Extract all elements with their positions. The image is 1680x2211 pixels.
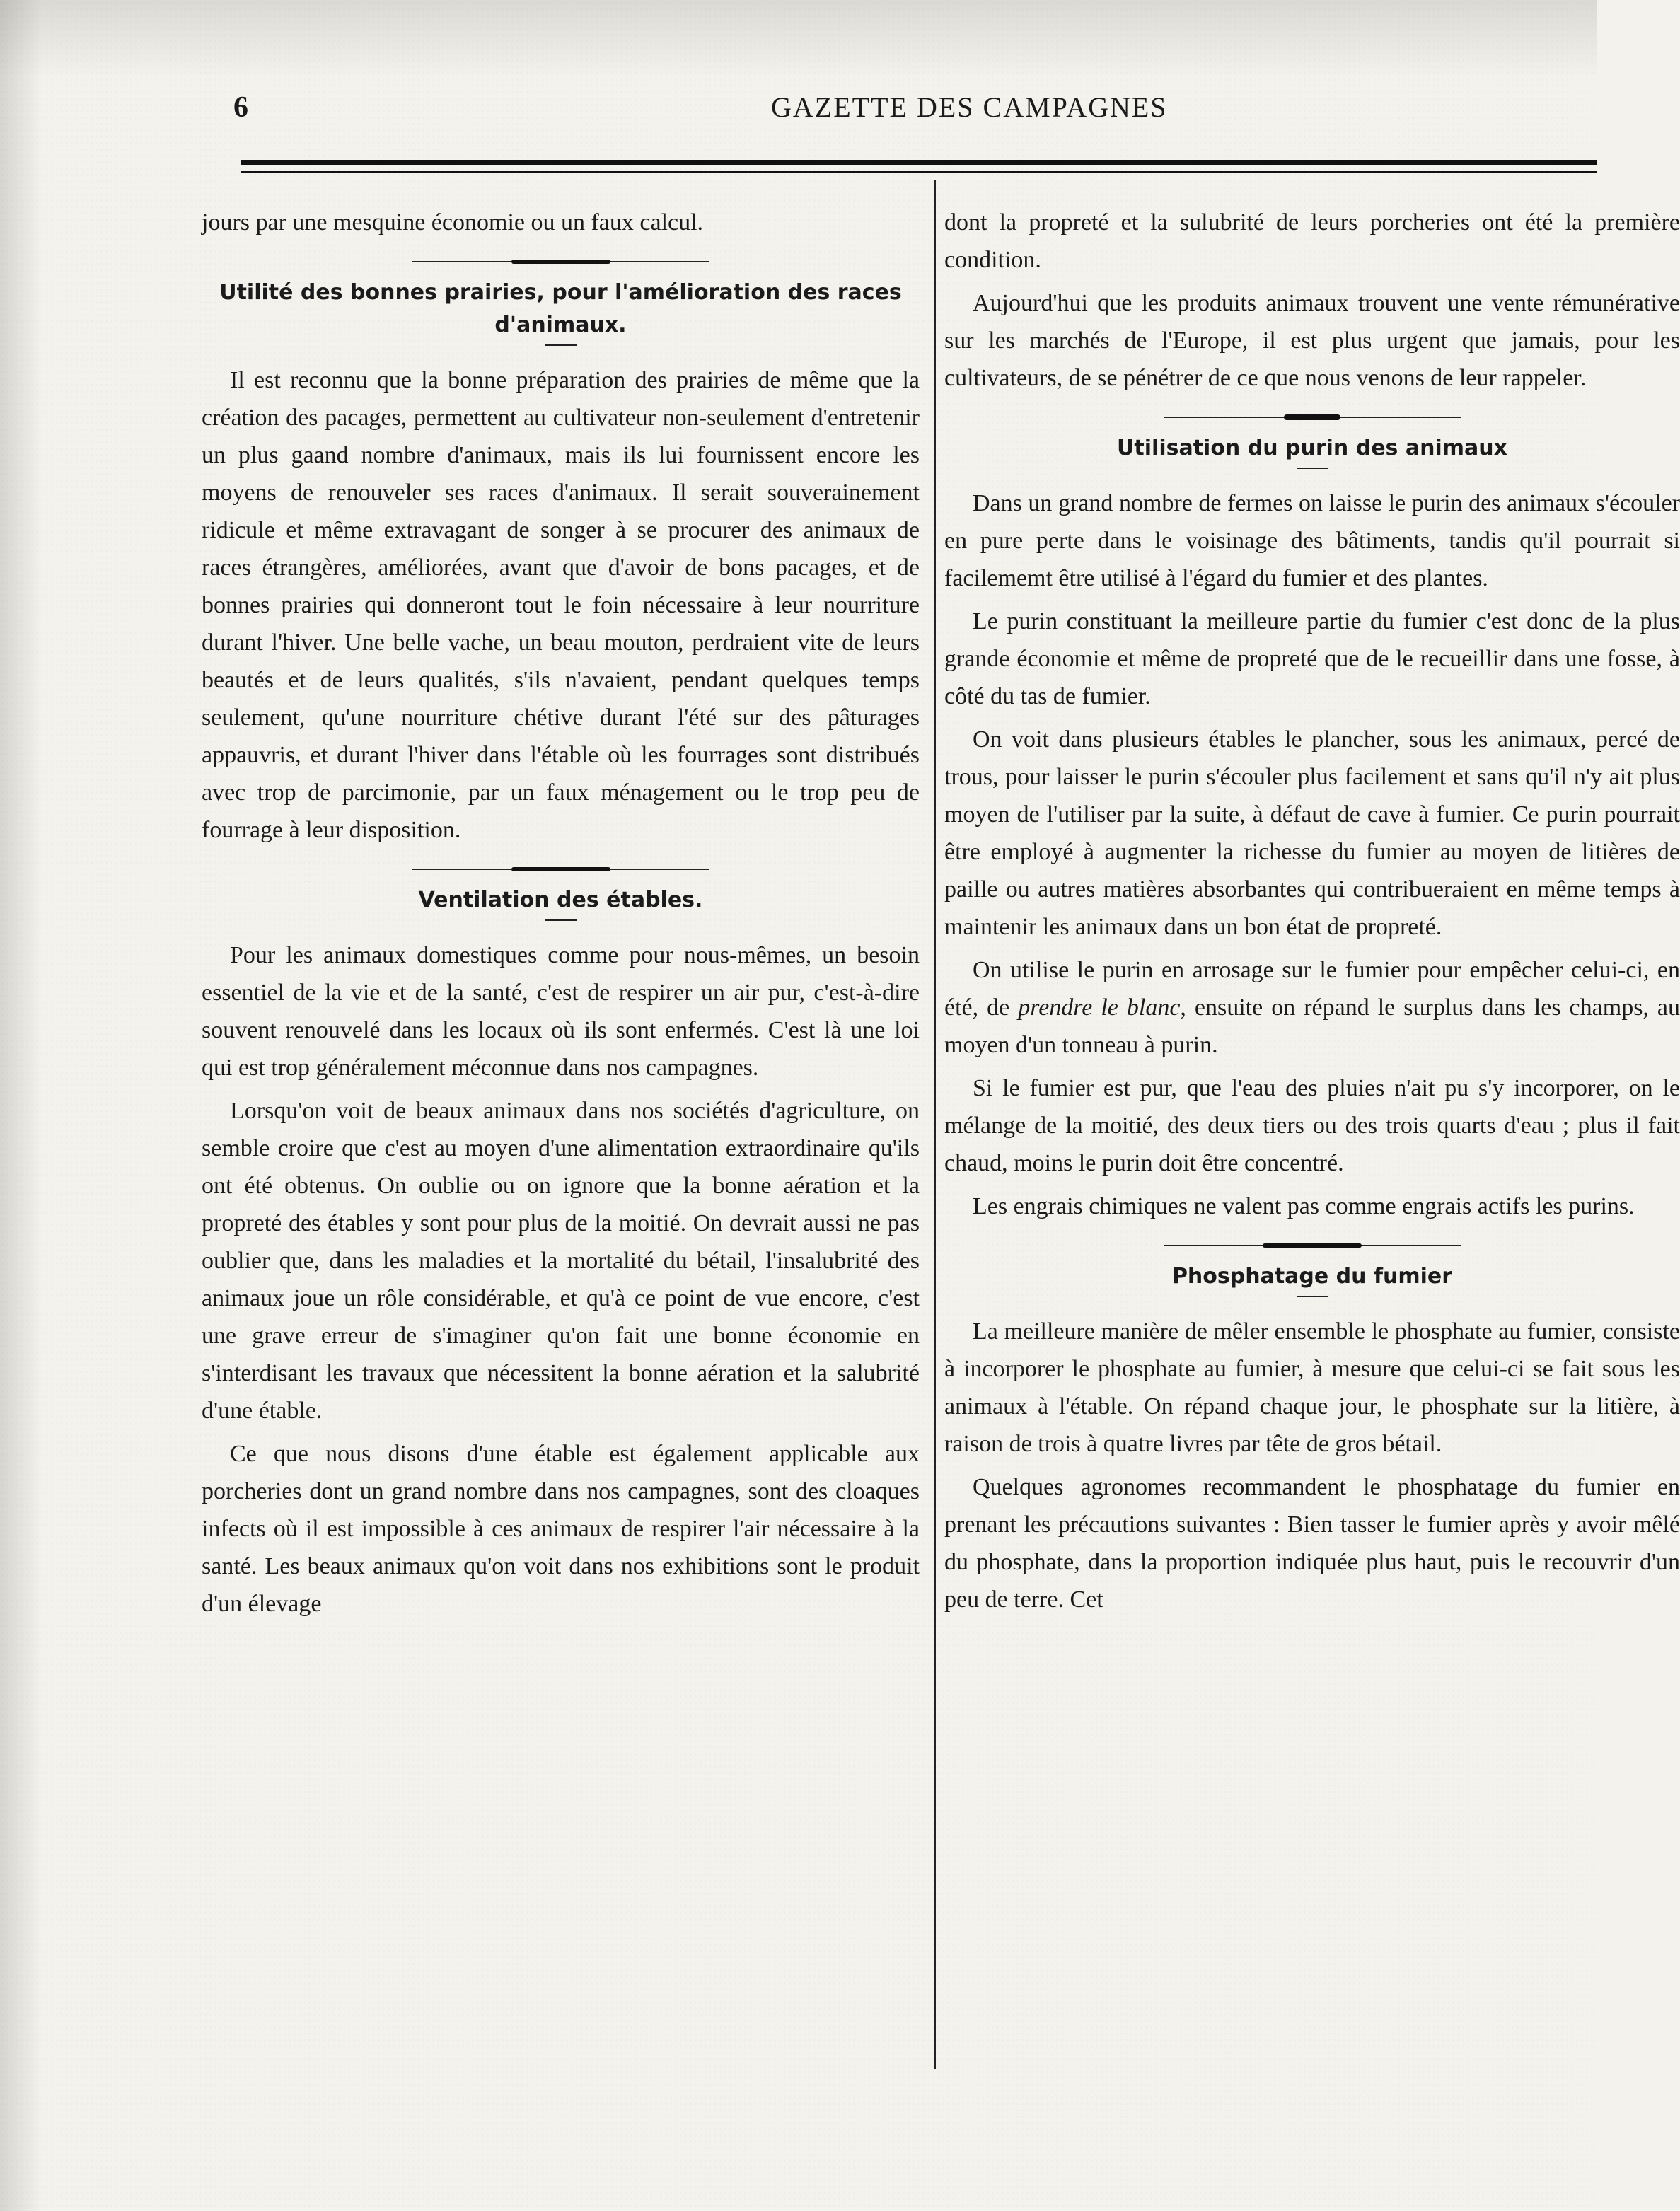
heading-dash [545, 919, 577, 921]
section-heading-prairies: Utilité des bonnes prairies, pour l'amélioration des races d'animaux. [219, 280, 902, 337]
section-separator [412, 260, 709, 264]
right-column-inner [944, 204, 1680, 1618]
paragraph: Lorsqu'on voit de beaux animaux dans nos sociétés d'agriculture, on semble croire que c'est au moyen d'une alimentation extraordinaire qu'ils ont été obtenus. On oublie ou on ignore que la bonne aération et la propreté des étables y sont pour plus de la moitié. On devrait aussi ne pas oublier que, dans les maladies et la mortalité du bétail, l'insalubrité des animaux joue un rôle considérable, et qu'à ce point de vue encore, c'est une grave erreur de s'imaginer qu'on fait une bonne économie en s'interdisant les travaux que nécessitent la bonne aération et la salubrité d'une étable. [202, 1098, 920, 1424]
scan-shadow-top [0, 0, 1597, 78]
header-rule-thick [241, 160, 1597, 165]
section-heading-purin: Utilisation du purin des animaux [1117, 436, 1507, 460]
paragraph: Il est reconnu que la bonne préparation des prairies de même que la création des pacages, permettent au cultivateur non-seulement d'entretenir un plus gaand nombre d'animaux, mais ils lui fournissent encore les moyens de renouveler ses races d'animaux. Il serait souverainement ridicule et même extravagant de songer à se procurer des animaux de races étrangères, améliorées, avant que d'avoir de bons pacages, et de bonnes prairies qui donneront tout le foin nécessaire à leur nourriture durant l'hiver. Une belle vache, un beau mouton, perdraient vite de leurs beautés et de leurs qualités, s'ils n'avaient, pendant quelques temps seulement, qu'une nourriture chétive durant l'été sur des pâturages appauvris, et durant l'hiver dans l'étable où les fourrages sont distribués avec trop de parcimonie, par un faux ménagement ou le trop peu de fourrage à leur disposition. [202, 367, 920, 843]
paragraph: Ce que nous disons d'une étable est également applicable aux porcheries dont un grand nombre dans nos campagnes, sont des cloaques infects où il est impossible à ces animaux de respirer l'air nécessaire à la santé. Les beaux animaux qu'on voit dans nos exhibitions sont le produit d'un élevage [202, 1441, 920, 1617]
publication-title: GAZETTE DES CAMPAGNES [771, 91, 1168, 123]
italic-text: prendre le blanc [1018, 994, 1181, 1021]
continuation-text: jours par une mesquine économie ou un faux calcul. [202, 209, 704, 236]
paragraph: La meilleure manière de mêler ensemble le phosphate au fumier, consiste à incorporer le phosphate au fumier, à mesure que celui-ci se fait sous les animaux à l'étable. On répand chaque jour, le phosphate sur la litière, à raison de trois à quatre livres par tête de gros bétail. [944, 1318, 1680, 1457]
paragraph: Dans un grand nombre de fermes on laisse le purin des animaux s'écouler en pure perte dans le voisinage des bâtiments, tandis qu'il pourrait si facilememt être utilisé à l'égard du fumier et des plantes. [944, 490, 1680, 591]
text-run: On utilise le purin en arrosage sur le fumier pour empêcher celui-ci, en été, de [944, 957, 1680, 1021]
right-column [944, 204, 1680, 2071]
column-divider [934, 180, 936, 2069]
section-heading-ventilation: Ventilation des étables. [418, 888, 703, 912]
paragraph: On voit dans plusieurs étables le plancher, sous les animaux, percé de trous, pour laisser le purin s'écouler plus facilement et sans qu'il n'y ait plus moyen de l'utiliser par la suite, à défaut de cave à fumier. Ce purin pourrait être employé à augmenter la richesse du fumier au moyen de litières de paille ou autres matières absorbantes qui contribueraient en même temps à maintenir les animaux dans un bon état de propreté. [944, 726, 1680, 940]
header-rule-thin [241, 171, 1597, 173]
paragraph: Si le fumier est pur, que l'eau des pluies n'ait pu s'y incorporer, on le mélange de la moitié, des deux tiers ou des trois quarts d'eau ; plus il fait chaud, moins le purin doit être concentré. [944, 1075, 1680, 1176]
section-heading-phosphatage: Phosphatage du fumier [1171, 1264, 1453, 1289]
paragraph: Le purin constituant la meilleure partie du fumier c'est donc de la plus grande économie et même de propreté que de le recueillir dans une fosse, à côté du tas de fumier. [944, 608, 1680, 709]
text-run: , ensuite on répand le surplus dans les champs, au moyen d'un tonneau à purin. [944, 994, 1680, 1058]
paragraph: Pour les animaux domestiques comme pour nous-mêmes, un besoin essentiel de la vie et de la santé, c'est de respirer un air pur, c'est-à-dire souvent renouvelé dans les locaux où ils sont enfermés. C'est là une loi qui est trop généralement méconnue dans nos campagnes. [202, 942, 920, 1081]
left-column [202, 204, 920, 1628]
continuation-text: dont la propreté et la sulubrité de leurs porcheries ont été la première condition. [944, 209, 1680, 273]
paragraph: Aujourd'hui que les produits animaux trouvent une vente rémunérative sur les marchés de l'Europe, il est plus urgent que jamais, pour les cultivateurs, de se pénétrer de ce que nous venons de leur rappeler. [944, 290, 1680, 391]
heading-dash [1297, 468, 1328, 469]
page-header [233, 91, 1577, 133]
section-separator [1164, 1243, 1461, 1248]
paragraph: Quelques agronomes recommandent le phosphatage du fumier en prenant les précautions suivantes : Bien tasser le fumier après y avoir mêlé du phosphate, dans la proportion indiquée plus haut, puis le recouvrir d'un peu de terre. Cet [944, 1474, 1680, 1613]
heading-dash [545, 344, 577, 346]
paragraph [944, 951, 1680, 1064]
heading-dash [1297, 1296, 1328, 1297]
paragraph: Les engrais chimiques ne valent pas comme engrais actifs les purins. [973, 1193, 1635, 1219]
section-separator [1164, 415, 1461, 419]
scan-shadow-left [0, 0, 42, 2211]
section-separator [412, 867, 709, 871]
page-number: 6 [233, 91, 248, 124]
